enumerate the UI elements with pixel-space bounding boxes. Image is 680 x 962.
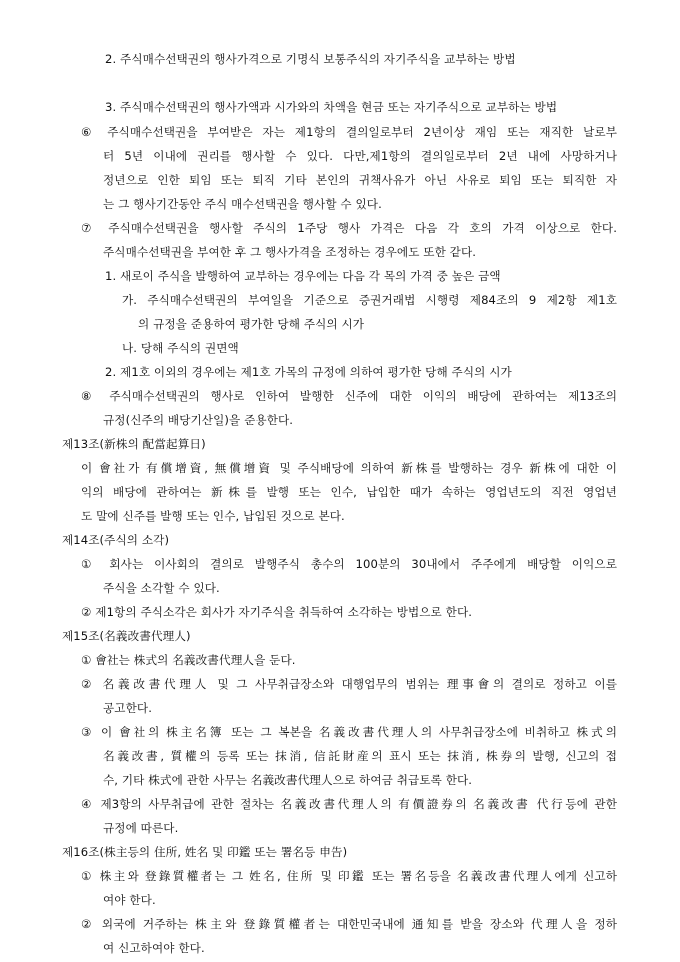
- paragraph-7-line-1: ⑦ 주식매수선택권을 행사할 주식의 1주당 행사 가격은 다음 각 호의 가격 이상으로 한다.: [81, 221, 617, 235]
- paragraph-7-item-2: 2. 제1호 이외의 경우에는 제1호 가목의 규정에 의하여 평가한 당해 주식의 시가: [105, 365, 512, 379]
- paragraph-7-item-1: 1. 새로이 주식을 발행하여 교부하는 경우에는 다음 각 목의 가격 중 높은 금액: [105, 269, 501, 283]
- paragraph-7-line-2: 주식매수선택권을 부여한 후 그 행사가격을 조정하는 경우에도 또한 같다.: [103, 245, 477, 259]
- article-15-para-3-line-3: 수, 기타 株式에 관한 사무는 名義改書代理人으로 하여금 취급토록 한다.: [103, 773, 473, 787]
- article-15-para-3-line-1: ③ 이 會社의 株主名簿 또는 그 복본을 名義改書代理人의 사무취급장소에 비취하고 株式의: [81, 725, 617, 739]
- article-15-para-4-line-1: ④ 제3항의 사무취급에 관한 절차는 名義改書代理人의 有價證券의 名義改書 代行등에 관한: [81, 797, 617, 811]
- article-14-para-2: ② 제1항의 주식소각은 회사가 자기주식을 취득하여 소각하는 방법으로 한다.: [81, 605, 473, 619]
- article-13-heading: 제13조(新株의 配當起算日): [62, 437, 206, 451]
- article-13-line-3: 도 말에 신주를 발행 또는 인수, 납입된 것으로 본다.: [81, 509, 345, 523]
- article-15-para-2-line-1: ② 名義改書代理人 및 그 사무취급장소와 대행업무의 범위는 理事會의 결의로 정하고 이를: [81, 677, 617, 691]
- article-15-heading: 제15조(名義改書代理人): [62, 629, 191, 643]
- article-14-heading: 제14조(주식의 소각): [62, 533, 170, 547]
- article-16-para-1-line-1: ① 株主와 登錄質權者는 그 姓名, 住所 및 印鑑 또는 署名등을 名義改書代理人에게 신고하: [81, 869, 617, 883]
- article-15-para-3-line-2: 名義改書, 質權의 등록 또는 抹消, 信託財産의 표시 또는 抹消, 株券의 발행, 신고의 접: [103, 749, 617, 763]
- paragraph-6-line-2: 터 5년 이내에 권리를 행사할 수 있다. 다만,제1항의 결의일로부터 2년 내에 사망하거나: [103, 149, 617, 163]
- article-14-para-1-line-2: 주식을 소각할 수 있다.: [103, 581, 220, 595]
- article-15-para-2-line-2: 공고한다.: [103, 701, 152, 715]
- method-item-2: 2. 주식매수선택권의 행사가격으로 기명식 보통주식의 자기주식을 교부하는 방법: [105, 52, 516, 66]
- article-15-para-4-line-2: 규정에 따른다.: [103, 821, 179, 835]
- article-16-heading: 제16조(株主등의 住所, 姓名 및 印鑑 또는 署名등 申告): [62, 845, 348, 859]
- paragraph-6-line-3: 정년으로 인한 퇴임 또는 퇴직 기타 본인의 귀책사유가 아닌 사유로 퇴임 또는 퇴직한 자: [103, 173, 617, 187]
- article-14-para-1-line-1: ① 회사는 이사회의 결의로 발행주식 총수의 100분의 30내에서 주주에게 배당할 이익으로: [81, 557, 617, 571]
- article-13-line-2: 익의 배당에 관하여는 新株를 발행 또는 인수, 납입한 때가 속하는 영업년도의 직전 영업년: [81, 485, 617, 499]
- paragraph-7-subitem-na: 나. 당해 주식의 권면액: [122, 341, 239, 355]
- article-16-para-2-line-1: ② 외국에 거주하는 株主와 登錄質權者는 대한민국내에 通知를 받을 장소와 代理人을 정하: [81, 917, 617, 931]
- article-13-line-1: 이 會社가 有償增資, 無償增資 및 주식배당에 의하여 新株를 발행하는 경우 新株에 대한 이: [81, 461, 617, 475]
- paragraph-7-subitem-ga-line-2: 의 규정을 준용하여 평가한 당해 주식의 시가: [138, 317, 365, 331]
- paragraph-6-line-4: 는 그 행사기간동안 주식 매수선택권을 행사할 수 있다.: [103, 197, 382, 211]
- paragraph-6-line-1: ⑥ 주식매수선택권을 부여받은 자는 제1항의 결의일로부터 2년이상 재임 또는 재직한 날로부: [81, 125, 617, 139]
- article-16-para-2-line-2: 여 신고하여야 한다.: [103, 941, 205, 955]
- article-16-para-1-line-2: 여야 한다.: [103, 893, 156, 907]
- method-item-3: 3. 주식매수선택권의 행사가액과 시가와의 차액을 현금 또는 자기주식으로 교부하는 방법: [105, 100, 558, 114]
- paragraph-8-line-2: 규정(신주의 배당기산일)을 준용한다.: [103, 413, 294, 427]
- paragraph-7-subitem-ga-line-1: 가. 주식매수선택권의 부여일을 기준으로 증권거래법 시행령 제84조의 9 제2항 제1호: [122, 293, 617, 307]
- article-15-para-1: ① 會社는 株式의 名義改書代理人을 둔다.: [81, 653, 296, 667]
- paragraph-8-line-1: ⑧ 주식매수선택권의 행사로 인하여 발행한 신주에 대한 이익의 배당에 관하여는 제13조의: [81, 389, 617, 403]
